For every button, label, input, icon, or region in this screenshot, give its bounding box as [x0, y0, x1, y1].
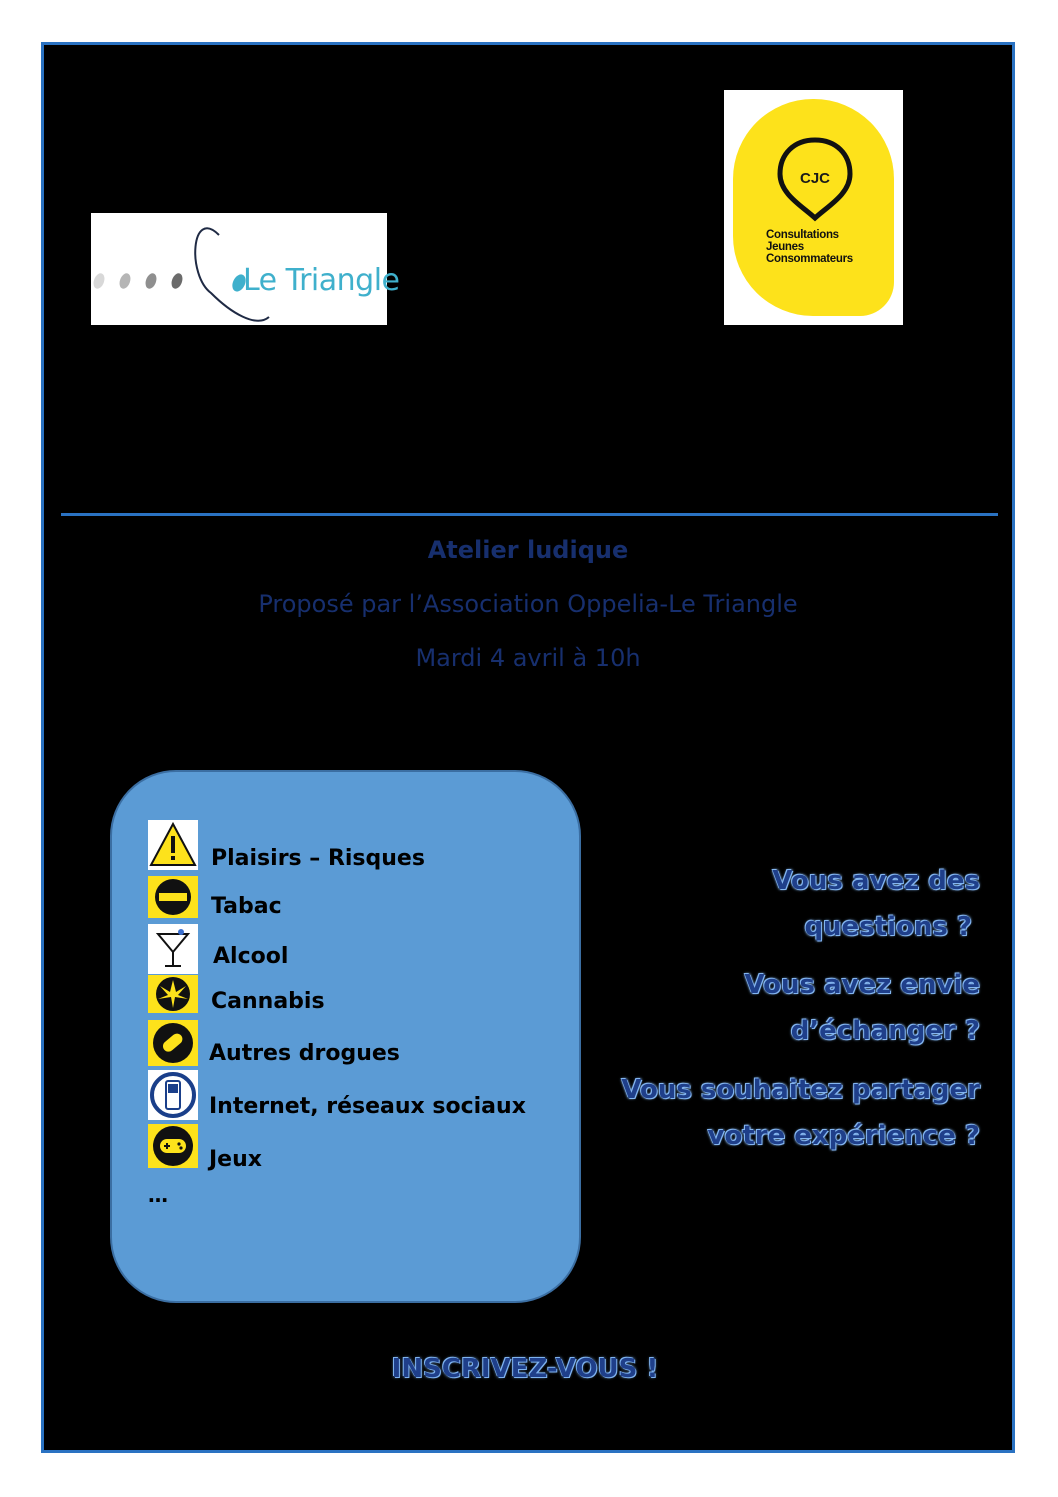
topic-label: Plaisirs – Risques: [211, 846, 425, 871]
question-2-line-1: Vous avez envie: [744, 970, 980, 1000]
question-2-line-2: d’échanger ?: [790, 1016, 980, 1046]
le-triangle-logo-text: Le Triangle: [243, 263, 400, 298]
warning-icon: [148, 820, 198, 870]
topic-label: Autres drogues: [209, 1041, 400, 1066]
gamepad-icon: [148, 1124, 198, 1168]
location-pin-icon: [724, 90, 903, 325]
topics-ellipsis: …: [148, 1183, 168, 1207]
question-3: [621, 1067, 980, 1159]
cjc-line-1: Consultations: [766, 229, 839, 241]
topic-label: Jeux: [209, 1147, 262, 1172]
cocktail-icon: [148, 924, 198, 974]
question-3-line-1: Vous souhaitez partager: [621, 1075, 980, 1105]
cannabis-leaf-icon: [148, 975, 198, 1013]
separator-line: [61, 513, 998, 516]
cjc-line-3: Consommateurs: [766, 253, 853, 265]
event-date: Mardi 4 avril à 10h: [415, 644, 641, 672]
question-3-line-2: votre expérience ?: [707, 1121, 980, 1151]
question-1-line-2: questions ?: [804, 912, 972, 942]
le-triangle-logo: [91, 213, 400, 325]
call-to-action: INSCRIVEZ-VOUS !: [391, 1354, 659, 1384]
topic-label: Tabac: [211, 894, 282, 919]
smoking-icon: [148, 876, 198, 918]
question-1-line-1: Vous avez des: [772, 866, 980, 896]
event-title: Atelier ludique: [427, 536, 629, 564]
question-2: [744, 962, 980, 1054]
topic-label: Internet, réseaux sociaux: [209, 1094, 526, 1119]
question-1: [772, 858, 980, 950]
event-organizer: Proposé par l’Association Oppelia-Le Triangle: [258, 590, 798, 618]
pill-icon: [148, 1020, 198, 1066]
mobile-phone-icon: [148, 1070, 198, 1120]
cjc-logo: [724, 90, 903, 325]
cjc-acronym: CJC: [799, 170, 830, 187]
topic-label: Cannabis: [211, 989, 325, 1014]
cjc-line-2: Jeunes: [766, 241, 804, 253]
topic-label: Alcool: [213, 944, 289, 969]
